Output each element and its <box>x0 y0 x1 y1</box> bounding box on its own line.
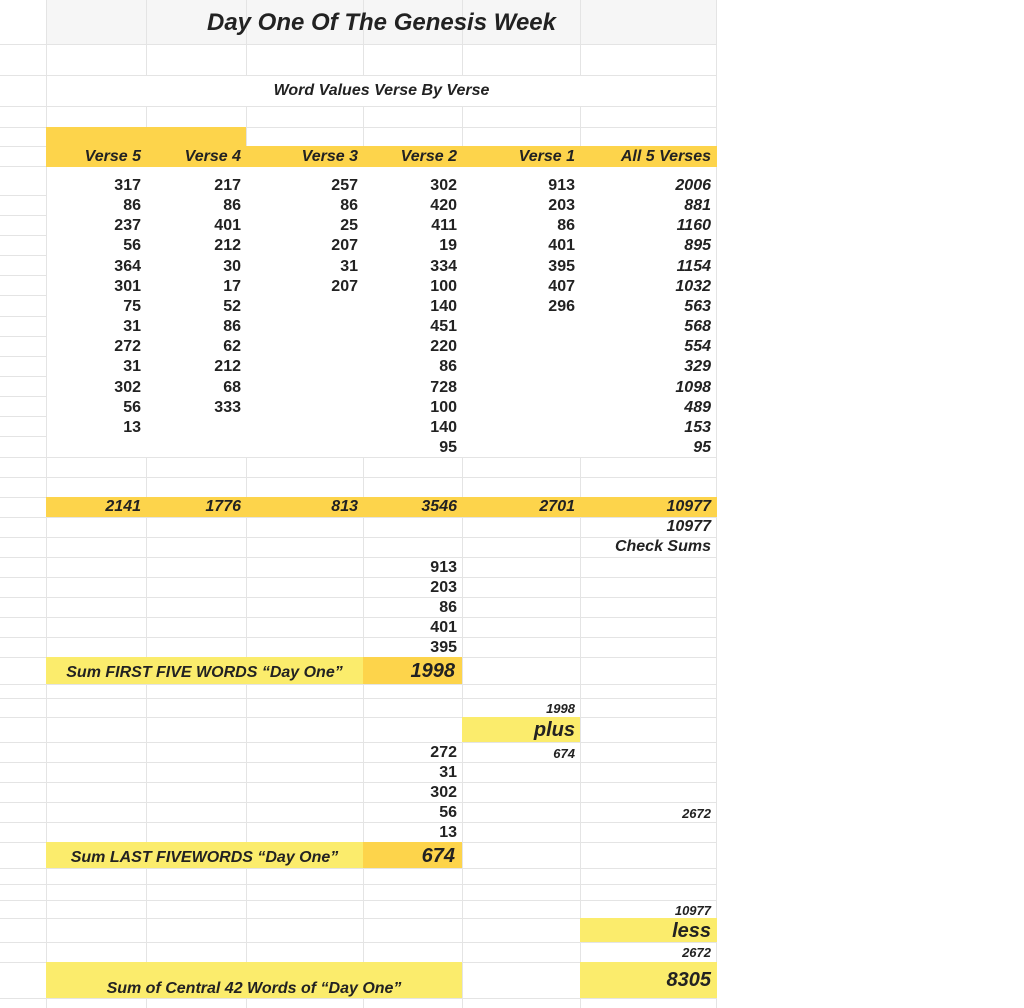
all-5-verses-value: 489 <box>684 398 711 416</box>
verse-5-value: 301 <box>114 277 141 295</box>
verse-5-value: 237 <box>114 217 141 235</box>
plus-top-value: 1998 <box>546 701 575 716</box>
verse-5-value: 75 <box>123 297 141 315</box>
all-5-verses-value: 1098 <box>675 378 711 396</box>
verse-2-value: 728 <box>430 378 457 396</box>
verse-2-value: 100 <box>430 398 457 416</box>
last-five-word-value: 272 <box>430 744 457 761</box>
all-5-verses-value: 2006 <box>675 177 711 194</box>
verse-2-value: 140 <box>430 297 457 315</box>
total-verse-2: 3546 <box>421 498 457 515</box>
verse-2-value: 451 <box>430 318 457 336</box>
verse-2-value: 19 <box>439 237 457 255</box>
all-5-verses-value: 895 <box>684 237 711 255</box>
verse-5-value: 31 <box>123 358 141 376</box>
header-verse-3: Verse 3 <box>301 148 358 165</box>
less-bottom-value: 2672 <box>682 945 711 960</box>
header-all-5-verses: All 5 Verses <box>620 148 711 165</box>
verse-5-value: 31 <box>123 318 141 336</box>
check-sums-label: Check Sums <box>614 538 711 555</box>
first-five-word-value: 395 <box>430 639 457 656</box>
verse-5-value: 364 <box>114 257 141 275</box>
verse-3-value: 31 <box>340 257 358 275</box>
verse-5-value: 56 <box>123 237 141 255</box>
verse-4-value: 30 <box>223 257 241 275</box>
verse-4-value: 212 <box>214 358 241 376</box>
verse-1-value: 203 <box>548 197 575 215</box>
first-five-label: Sum FIRST FIVE WORDS “Day One” <box>66 664 343 681</box>
verse-4-value: 86 <box>223 318 241 336</box>
verse-2-value: 140 <box>430 418 457 436</box>
total-verse-3: 813 <box>331 498 358 515</box>
all-5-verses-value: 1032 <box>675 277 711 295</box>
verse-1-value: 86 <box>557 217 575 235</box>
total-all-5-verses: 10977 <box>666 498 711 515</box>
plus-label: plus <box>533 719 575 741</box>
verse-4-value: 212 <box>214 237 241 255</box>
last-five-word-value: 13 <box>439 824 457 841</box>
last-five-sum: 674 <box>421 845 455 867</box>
verse-5-value: 86 <box>123 197 141 215</box>
verse-4-value: 86 <box>223 197 241 215</box>
verse-2-value: 420 <box>430 197 457 215</box>
verse-1-value: 401 <box>548 237 575 255</box>
page-title: Day One Of The Genesis Week <box>206 9 557 36</box>
all-5-verses-value: 563 <box>684 297 711 315</box>
verse-2-value: 411 <box>431 217 457 235</box>
verse-5-value: 317 <box>114 177 141 194</box>
plus-bottom-value: 674 <box>553 746 575 761</box>
verse-1-value: 407 <box>548 277 575 295</box>
less-top-value: 10977 <box>674 903 711 918</box>
all-5-verses-value: 554 <box>684 338 711 356</box>
all-5-verses-value: 881 <box>684 197 711 215</box>
last-five-word-value: 302 <box>430 784 457 801</box>
verse-3-value: 257 <box>331 177 358 194</box>
first-five-word-value: 913 <box>430 559 457 576</box>
verse-4-value: 17 <box>223 277 241 295</box>
verse-5-value: 56 <box>123 398 141 416</box>
header-verse-4: Verse 4 <box>184 148 241 165</box>
all-5-verses-value: 95 <box>693 438 711 456</box>
verse-3-value: 86 <box>340 197 358 215</box>
verse-3-value: 207 <box>331 237 358 255</box>
verse-1-value: 913 <box>548 177 575 194</box>
total-verse-4: 1776 <box>205 498 241 515</box>
verse-5-value: 13 <box>123 418 141 436</box>
total-verse-1: 2701 <box>539 498 575 515</box>
less-label: less <box>672 920 711 942</box>
all-5-verses-value: 329 <box>684 358 711 376</box>
verse-4-value: 333 <box>214 398 241 416</box>
first-five-sum: 1998 <box>410 660 455 682</box>
plus-result: 2672 <box>682 806 711 821</box>
verse-2-value: 95 <box>439 438 457 456</box>
all-5-verses-value: 568 <box>684 318 711 336</box>
header-verse-1: Verse 1 <box>518 148 575 165</box>
verse-5-value: 302 <box>114 378 141 396</box>
central-label: Sum of Central 42 Words of “Day One” <box>106 980 402 997</box>
verse-4-value: 217 <box>214 177 241 194</box>
first-five-word-value: 203 <box>430 579 457 596</box>
verse-3-value: 207 <box>331 277 358 295</box>
all-5-verses-value: 1154 <box>676 257 711 275</box>
subtitle: Word Values Verse By Verse <box>273 82 490 99</box>
last-five-label: Sum LAST FIVEWORDS “Day One” <box>70 849 339 866</box>
first-five-word-value: 401 <box>430 619 457 636</box>
header-verse-2: Verse 2 <box>400 148 457 165</box>
total-verse-5: 2141 <box>105 498 141 515</box>
verse-1-value: 395 <box>548 257 575 275</box>
verse-4-value: 52 <box>223 297 241 315</box>
central-sum: 8305 <box>666 969 711 991</box>
verse-2-value: 334 <box>430 257 457 275</box>
verse-5-value: 272 <box>114 338 141 356</box>
header-verse-5: Verse 5 <box>84 148 141 165</box>
verse-2-value: 302 <box>430 177 457 194</box>
verse-3-value: 25 <box>340 217 358 235</box>
verse-2-value: 100 <box>430 277 457 295</box>
first-five-word-value: 86 <box>439 599 457 616</box>
last-five-word-value: 56 <box>439 804 457 821</box>
all-5-verses-value: 1160 <box>676 217 711 235</box>
verse-4-value: 401 <box>214 217 241 235</box>
last-five-word-value: 31 <box>439 764 457 781</box>
verse-4-value: 62 <box>223 338 241 356</box>
verse-2-value: 220 <box>430 338 457 356</box>
check-total: 10977 <box>666 518 711 535</box>
all-5-verses-value: 153 <box>684 418 711 436</box>
verse-2-value: 86 <box>439 358 457 376</box>
verse-4-value: 68 <box>223 378 241 396</box>
verse-1-value: 296 <box>548 297 575 315</box>
